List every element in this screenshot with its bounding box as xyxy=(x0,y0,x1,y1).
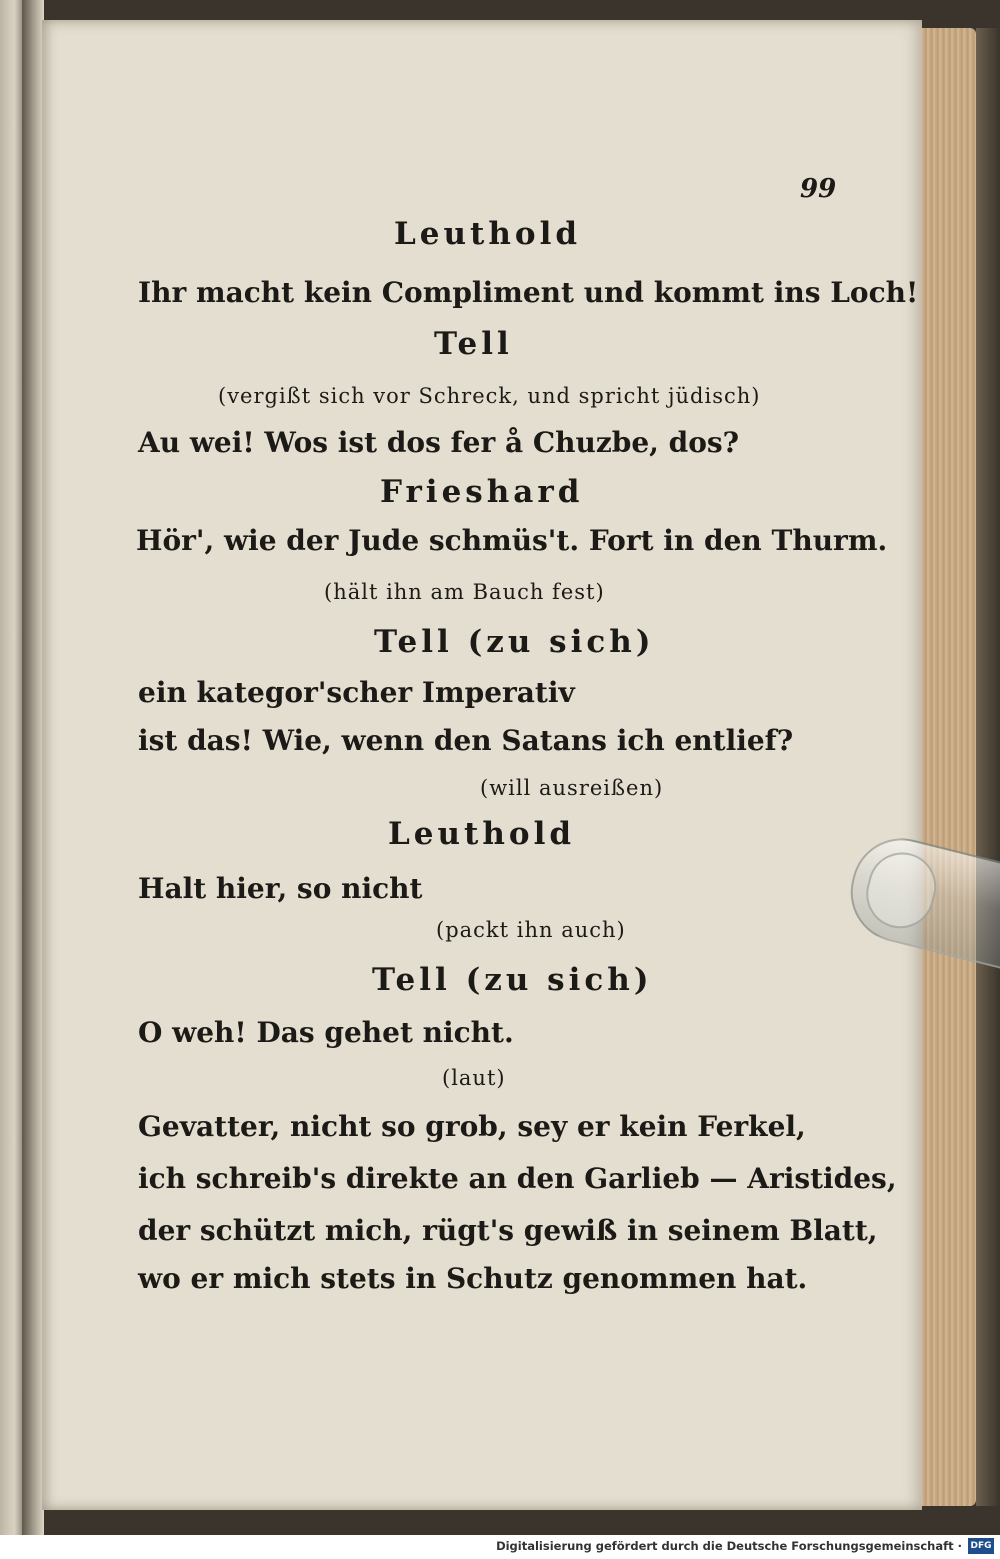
speaker-label: Frieshard xyxy=(380,474,584,510)
stage-direction: (packt ihn auch) xyxy=(436,918,626,942)
verse-line: ist das! Wie, wenn den Satans ich entlief? xyxy=(138,724,794,757)
funding-credit: Digitalisierung gefördert durch die Deutsche Forschungsgemeinschaft · xyxy=(496,1539,962,1553)
speaker-label: Tell (zu sich) xyxy=(372,962,653,998)
stage-direction: (vergißt sich vor Schreck, und spricht jüdisch) xyxy=(218,384,761,408)
page-number: 99 xyxy=(800,174,837,204)
left-page-edge xyxy=(0,0,24,1535)
book-page xyxy=(42,20,922,1510)
verse-line: der schützt mich, rügt's gewiß in seinem Blatt, xyxy=(138,1214,878,1247)
speaker-label: Tell xyxy=(434,326,513,362)
verse-line: Halt hier, so nicht xyxy=(138,872,423,905)
verse-line: Ihr macht kein Compliment und kommt ins Loch! xyxy=(138,276,919,309)
stage-direction: (will ausreißen) xyxy=(480,776,664,800)
stage-direction: (laut) xyxy=(442,1066,506,1090)
digitization-footer xyxy=(0,1535,1000,1559)
page-clamp-tip xyxy=(859,845,943,935)
verse-line: O weh! Das gehet nicht. xyxy=(138,1016,514,1049)
verse-line: ich schreib's direkte an den Garlieb — Aristides, xyxy=(138,1162,897,1195)
verse-line: Hör', wie der Jude schmüs't. Fort in den Thurm. xyxy=(136,524,888,557)
verse-line: Gevatter, nicht so grob, sey er kein Ferkel, xyxy=(138,1110,806,1143)
page-stack-edge xyxy=(918,28,976,1506)
speaker-label: Tell (zu sich) xyxy=(374,624,655,660)
page-stack-shadow xyxy=(976,28,1000,1506)
book-gutter xyxy=(22,0,44,1535)
speaker-label: Leuthold xyxy=(388,816,576,852)
dfg-logo: DFG xyxy=(968,1538,994,1554)
stage-direction: (hält ihn am Bauch fest) xyxy=(324,580,605,604)
verse-line: ein kategor'scher Imperativ xyxy=(138,676,575,709)
speaker-label: Leuthold xyxy=(394,216,582,252)
verse-line: Au wei! Wos ist dos fer å Chuzbe, dos? xyxy=(138,426,740,459)
verse-line: wo er mich stets in Schutz genommen hat. xyxy=(138,1262,808,1295)
